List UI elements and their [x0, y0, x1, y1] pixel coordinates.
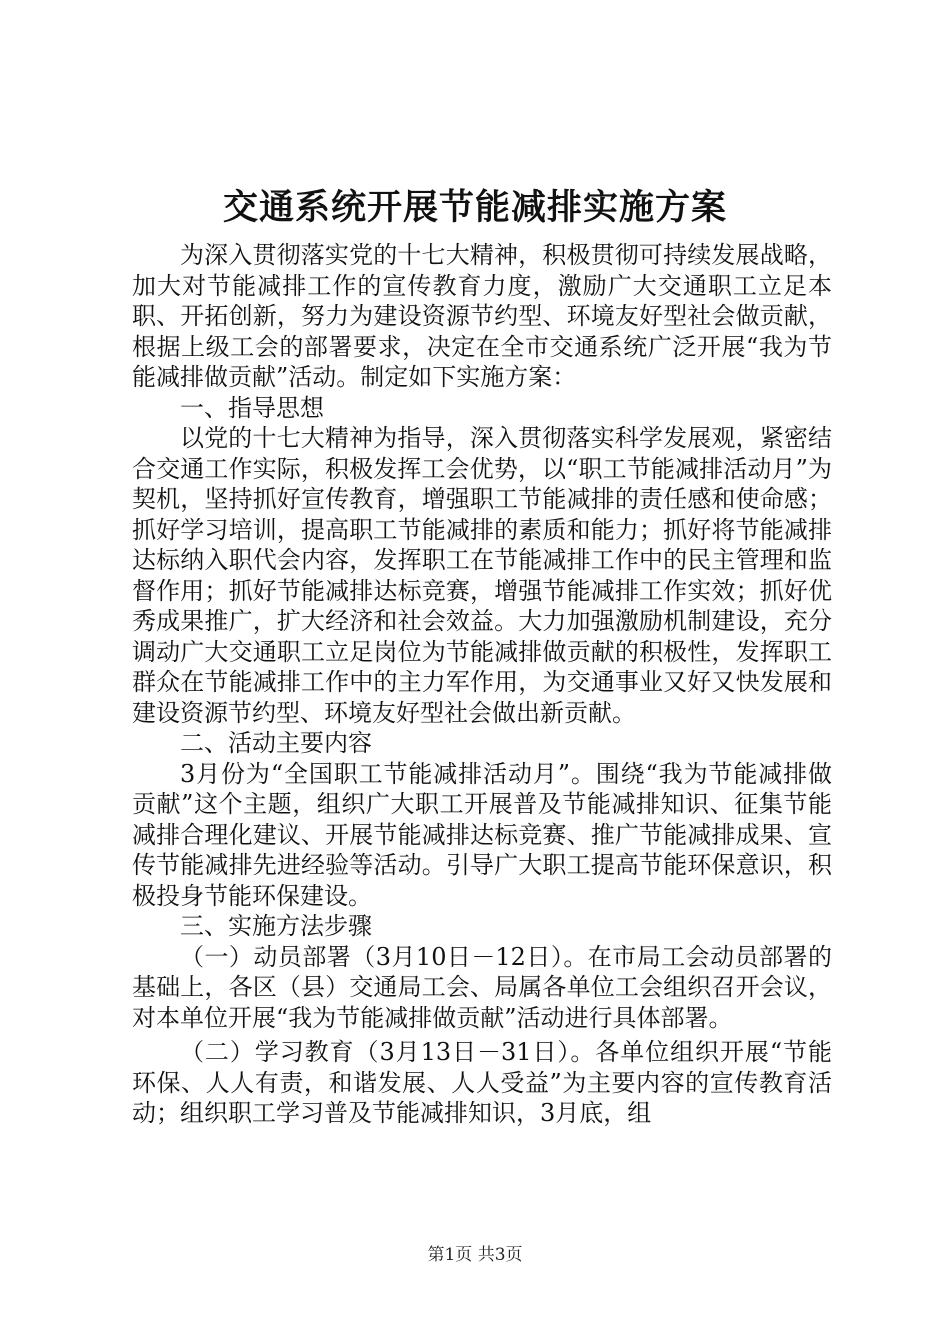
main-content-paragraph: 3月份为“全国职工节能减排活动月”。围绕“我为节能减排做贡献”这个主题，组织广大职工开展普及节能减排知识、征集节能减排合理化建议、开展节能减排达标竞赛、推广节能减排成果、宣传节能减排先进经验等活动。引导广大职工提高节能环保意识，积极投身节能环保建设。 — [132, 759, 832, 910]
document-title: 交通系统开展节能减排实施方案 — [222, 187, 727, 228]
step-education-paragraph: （二）学习教育（3月13日－31日）。各单位组织开展“节能环保、人人有责，和谐发展、人人受益”为主要内容的宣传教育活动；组织职工学习普及节能减排知识，3月底，组 — [132, 1038, 832, 1127]
step-mobilization-paragraph: （一）动员部署（3月10日－12日）。在市局工会动员部署的基础上，各区（县）交通局工会、局属各单位工会组织召开会议，对本单位开展“我为节能减排做贡献”活动进行具体部署。 — [132, 942, 832, 1032]
section-heading-guiding-ideology: 一、指导思想 — [180, 393, 324, 422]
document-body — [132, 240, 832, 1129]
section-heading-implementation-steps: 三、实施方法步骤 — [180, 912, 372, 940]
guiding-ideology-paragraph: 以党的十七大精神为指导，深入贯彻落实科学发展观，紧密结合交通工作实际，积极发挥工会优势，以“职工节能减排活动月”为契机，坚持抓好宣传教育，增强职工节能减排的责任感和使命感；抓好学习培训，提高职工节能减排的素质和能力；抓好将节能减排达标纳入职代会内容，发挥职工在节能减排工作中的民主管理和监督作用；抓好节能减排达标竞赛，增强节能减排工作实效；抓好优秀成果推广，扩大经济和社会效益。大力加强激励机制建设，充分调动广大交通职工立足岗位为节能减排做贡献的积极性，发挥职工群众在节能减排工作中的主力军作用，为交通事业又好又快发展和建设资源节约型、环境友好型社会做出新贡献。 — [132, 424, 832, 727]
section-heading-main-content: 二、活动主要内容 — [180, 729, 372, 757]
intro-paragraph: 为深入贯彻落实党的十七大精神，积极贯彻可持续发展战略，加大对节能减排工作的宣传教育力度，激励广大交通职工立足本职、开拓创新，努力为建设资源节约型、环境友好型社会做贡献，根据上级工会的部署要求，决定在全市交通系统广泛开展“我为节能减排做贡献”活动。制定如下实施方案： — [132, 241, 832, 391]
page-number-footer: 第1页 共3页 — [427, 1245, 523, 1265]
